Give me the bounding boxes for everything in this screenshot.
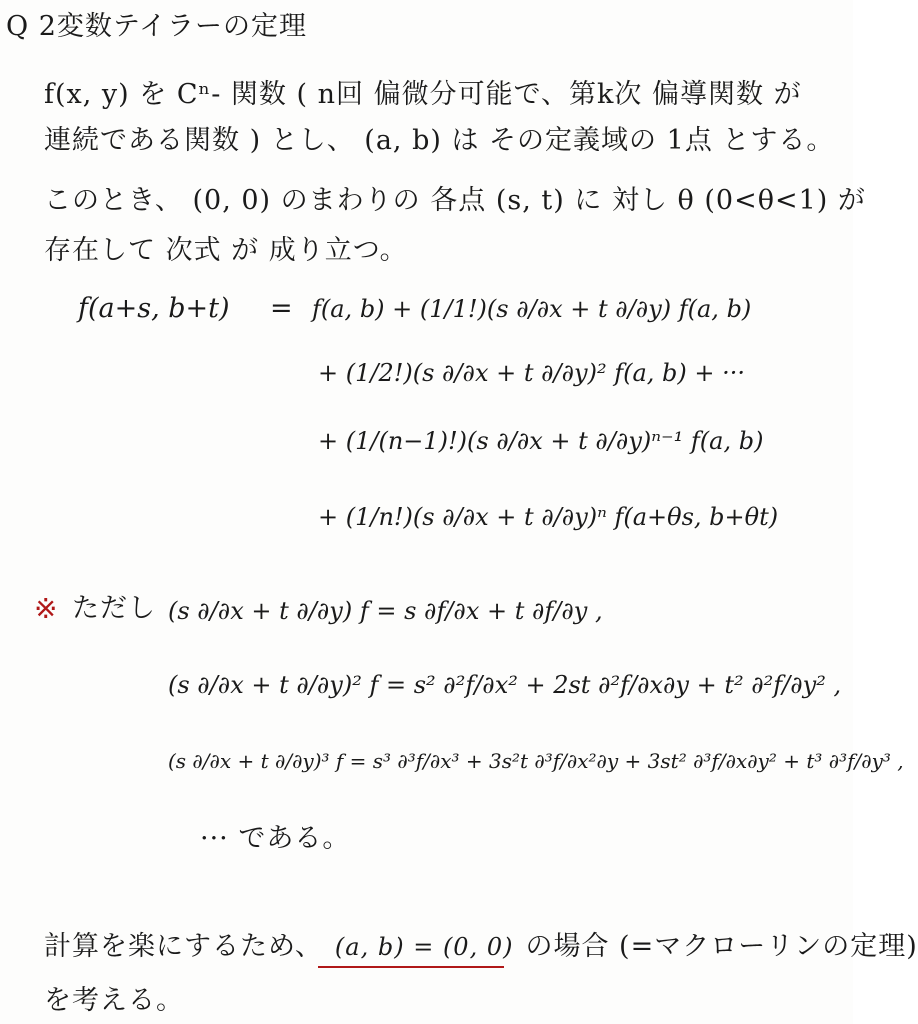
closing-highlight: (a, b) = (0, 0) bbox=[334, 933, 514, 961]
intro-line-1: f(x, y) を Cⁿ- 関数 ( n回 偏微分可能で、第k次 偏導関数 が bbox=[44, 79, 802, 110]
closing-before: 計算を楽にするため、 bbox=[44, 931, 323, 962]
note-expansion-1: (s ∂/∂x + t ∂/∂y) f = s ∂f/∂x + t ∂f/∂y , bbox=[168, 597, 603, 625]
closing-after: の場合 (=マクローリンの定理) bbox=[525, 931, 918, 962]
reference-mark: ※ bbox=[34, 592, 58, 625]
formula-equals: = bbox=[270, 293, 293, 324]
note-title: Q 2変数テイラーの定理 bbox=[6, 11, 308, 42]
formula-term-2: + (1/2!)(s ∂/∂x + t ∂/∂y)² f(a, b) + ··· bbox=[318, 359, 745, 387]
closing-line-1 bbox=[44, 930, 918, 964]
intro-line-4: 存在して 次式 が 成り立つ。 bbox=[44, 235, 408, 266]
formula-term-4: + (1/n!)(s ∂/∂x + t ∂/∂y)ⁿ f(a+θs, b+θt) bbox=[318, 503, 779, 531]
highlight-underline bbox=[318, 966, 504, 968]
intro-line-2: 連続である関数 ) とし、 (a, b) は その定義域の 1点 とする。 bbox=[44, 125, 835, 156]
note-expansion-3: (s ∂/∂x + t ∂/∂y)³ f = s³ ∂³f/∂x³ + 3s²t ∂³f/∂x²∂y + 3st² ∂³f/∂x∂y² + t³ ∂³f/∂y³ , bbox=[168, 749, 904, 773]
closing-line-2: を考える。 bbox=[44, 985, 184, 1016]
note-expansion-end: ··· である。 bbox=[200, 823, 351, 854]
note-expansion-2: (s ∂/∂x + t ∂/∂y)² f = s² ∂²f/∂x² + 2st ∂²f/∂x∂y + t² ∂²f/∂y² , bbox=[168, 671, 842, 699]
formula-term-1: f(a, b) + (1/1!)(s ∂/∂x + t ∂/∂y) f(a, b) bbox=[312, 295, 752, 323]
note-label: ただし bbox=[72, 593, 156, 624]
formula-lhs: f(a+s, b+t) bbox=[78, 293, 230, 324]
formula-term-3: + (1/(n−1)!)(s ∂/∂x + t ∂/∂y)ⁿ⁻¹ f(a, b) bbox=[318, 427, 764, 455]
intro-line-3: このとき、 (0, 0) のまわりの 各点 (s, t) に 対し θ (0<θ<1) が bbox=[44, 185, 866, 216]
